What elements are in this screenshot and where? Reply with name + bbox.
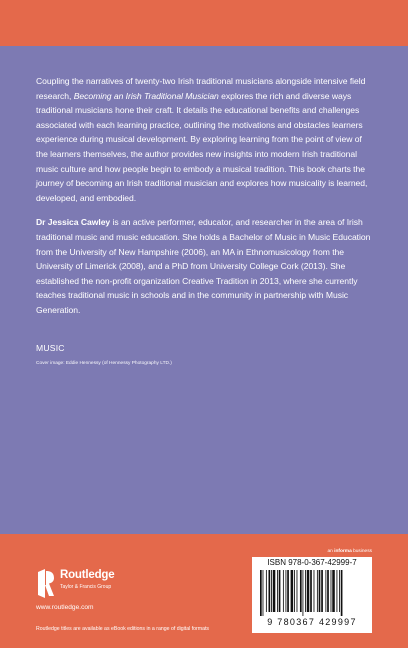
barcode-digits: 9 780367 429997: [267, 617, 357, 627]
barcode-bar: [307, 570, 310, 612]
barcode-bar: [283, 570, 284, 612]
informa-prefix: an: [327, 549, 335, 554]
barcode-bar: [291, 570, 294, 612]
informa-business-label: [252, 549, 372, 554]
barcode-bar: [266, 570, 267, 612]
barcode-bar: [331, 570, 332, 612]
barcode-bar: [269, 570, 271, 612]
barcode-icon: [260, 570, 364, 616]
barcode-bar: [279, 570, 281, 612]
barcode-bar: [332, 570, 335, 612]
isbn-label: ISBN 978-0-367-42999-7: [267, 558, 357, 567]
publisher-logo: [36, 568, 166, 610]
publisher-url: www.routledge.com: [36, 604, 94, 611]
description-text-end: explores the rich and diverse ways traditional musicians hone their craft. It details the educational benefits and challenges associated with each learning practice, outlining the motivations and obstacles learners experience during musical development. By exploring learning from the point of view of the learners themselves, the author provides new insights into modern Irish traditional music culture and how people begin to embody a musical tradition. This book charts the journey of becoming an Irish traditional musician and explores how musicality is learned, developed, and embodied.: [36, 90, 368, 203]
author-bio: [36, 215, 374, 317]
routledge-r-logo-icon: [36, 568, 56, 600]
informa-suffix: business: [351, 549, 372, 554]
barcode-bar: [321, 570, 323, 612]
barcode-bar: [271, 570, 272, 612]
barcode-bar: [341, 570, 343, 616]
book-title-italic: Becoming an Irish Traditional Musician: [73, 90, 219, 101]
back-cover-blurb: [0, 46, 408, 534]
cover-image-credit: Cover image: Eddie Hennessy (of Hennessy Photography LTD.): [36, 360, 172, 366]
description-text-start: Coupling the narratives of twenty-two Irish traditional musicians alongside intensive field research,: [36, 76, 366, 101]
barcode-bar: [300, 570, 302, 612]
publisher-group: Taylor & Francis Group: [60, 584, 112, 590]
barcode-bar: [337, 570, 338, 612]
barcode-bar: [297, 570, 298, 612]
barcode-bar: [305, 570, 306, 612]
author-name: Dr Jessica Cawley: [36, 217, 111, 228]
informa-brand: informa: [334, 549, 352, 554]
barcode-bar: [287, 570, 289, 612]
barcode-bar: [325, 570, 326, 612]
ebook-note: Routledge titles are available as eBook editions in a range of digital formats: [36, 626, 210, 632]
barcode-bar: [317, 570, 318, 612]
barcode-bar: [263, 570, 264, 616]
book-description: [36, 74, 374, 205]
publisher-name: Routledge: [60, 569, 115, 581]
barcode-bar: [286, 570, 287, 612]
subject-category: MUSIC: [36, 342, 65, 353]
barcode-bar: [260, 570, 262, 616]
barcode-bar: [303, 570, 304, 616]
barcode-box: [252, 557, 372, 633]
barcode-bar: [310, 570, 312, 612]
top-accent-band: [0, 0, 408, 46]
barcode-bar: [273, 570, 276, 612]
author-bio-text: is an active performer, educator, and researcher in the area of Irish traditional music and music education. She holds a Bachelor of Music in Music Education from the University of New Hampshire (2006), an MA in Ethnomusicology from the University of Limerick (2008), and a PhD from University College Cork (2013). She established the non-profit organization Creative Tradition in 2013, where she currently teaches traditional music in schools and in the community in partnership with Music Generation.: [36, 217, 371, 315]
barcode-bar: [339, 570, 340, 612]
barcode-bar: [314, 570, 315, 612]
barcode-bar: [277, 570, 278, 612]
barcode-bar: [319, 570, 321, 612]
barcode-bar: [294, 570, 295, 612]
barcode-bar: [327, 570, 329, 612]
